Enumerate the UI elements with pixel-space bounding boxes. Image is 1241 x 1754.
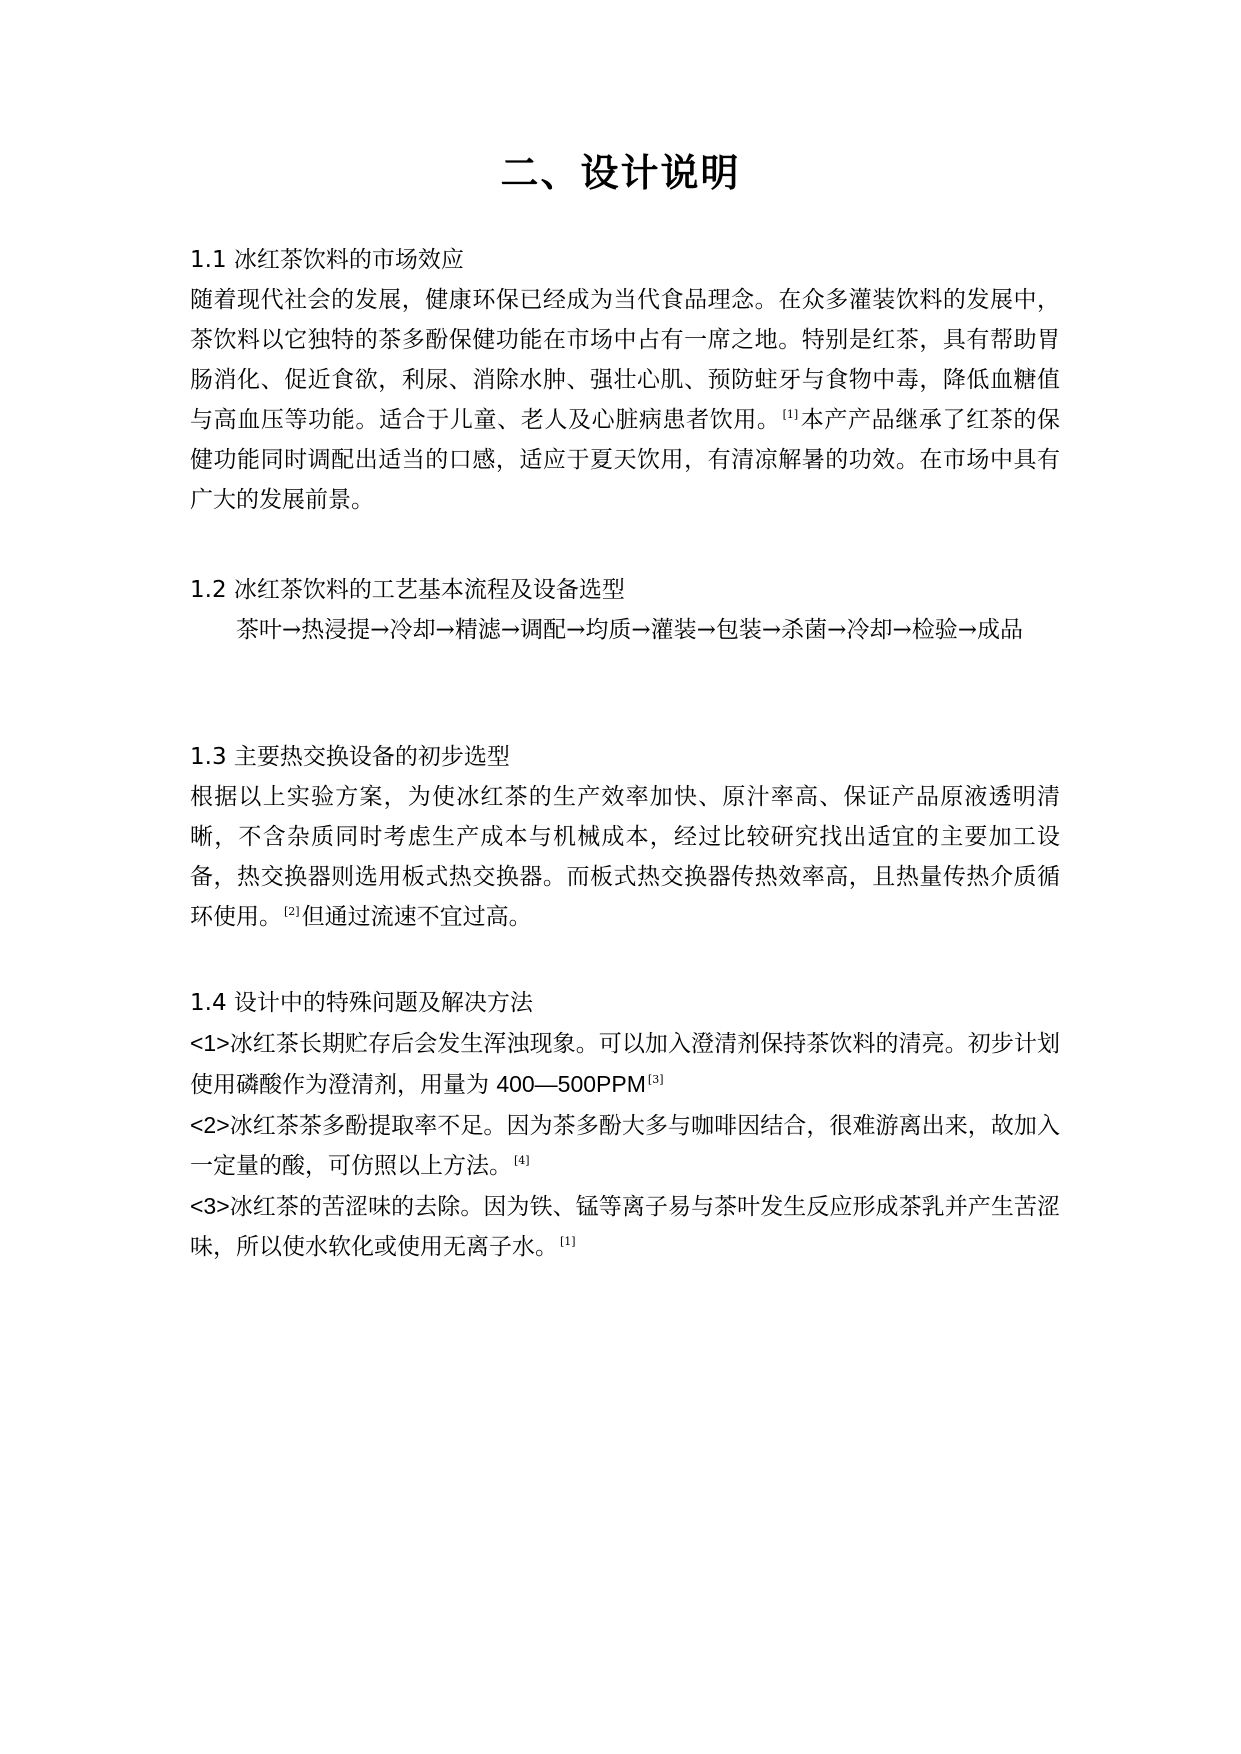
- item-text: 冰红茶的苦涩味的去除。因为铁、锰等离子易与茶叶发生反应形成茶乳并产生苦涩味，所以使水软化或使用无离子水。: [190, 1194, 1060, 1260]
- section-heading: 1.1 冰红茶饮料的市场效应: [190, 247, 464, 273]
- section-heading: 1.3 主要热交换设备的初步选型: [190, 744, 510, 770]
- list-item: [190, 1105, 1060, 1186]
- paragraph-text: 根据以上实验方案，为使冰红茶的生产效率加快、原汁率高、保证产品原液透明清晰，不含杂质同时考虑生产成本与机械成本，经过比较研究找出适宜的主要加工设备，热交换器则选用板式热交换器。而板式热交换器传热效率高，且热量传热介质循环使用。: [190, 784, 1060, 930]
- process-flow: 茶叶→热浸提→冷却→精滤→调配→均质→灌装→包装→杀菌→冷却→检验→成品: [236, 617, 1023, 643]
- citation-ref: [4]: [514, 1154, 530, 1168]
- paragraph-text: 本产产品继承了红茶的保健功能同时调配出适当的口感，适应于夏天饮用，有清凉解暑的功效。在市场中具有广大的发展前景。: [190, 407, 1061, 513]
- item-marker: <1>: [190, 1030, 230, 1056]
- section-heading: 1.4 设计中的特殊问题及解决方法: [190, 990, 533, 1016]
- item-text: 冰红茶长期贮存后会发生浑浊现象。可以加入澄清剂保持茶饮料的清亮。初步计划使用磷酸作为澄清剂，用量为: [190, 1031, 1060, 1098]
- list-item: [190, 1023, 1060, 1105]
- paragraph-text: 随着现代社会的发展，健康环保已经成为当代食品理念。在众多灌装饮料的发展中，茶饮料以它独特的茶多酚保健功能在市场中占有一席之地。特别是红茶，具有帮助胃肠消化、促近食欲，利尿、消除水肿、强壮心肌、预防蛀牙与食物中毒，降低血糖值与高血压等功能。适合于儿童、老人及心脏病患者饮用。: [190, 287, 1060, 433]
- citation-ref: [1]: [782, 408, 799, 422]
- section-1-3: [190, 737, 1060, 937]
- section-1-4: [190, 983, 1060, 1267]
- citation-ref: [2]: [284, 905, 300, 919]
- citation-ref: [3]: [647, 1073, 664, 1087]
- item-text: 冰红茶茶多酚提取率不足。因为茶多酚大多与咖啡因结合，很难游离出来，故加入一定量的酸，可仿照以上方法。: [190, 1113, 1060, 1179]
- section-paragraph: [190, 280, 1060, 520]
- section-1-2: [190, 570, 1060, 650]
- section-paragraph: [190, 777, 1060, 937]
- list-item: [190, 1186, 1060, 1267]
- paragraph-text: 但通过流速不宜过高。: [301, 904, 532, 930]
- item-marker: <3>: [190, 1193, 230, 1219]
- item-marker: <2>: [190, 1112, 230, 1138]
- page-title: 二、设计说明: [500, 151, 741, 195]
- section-1-1: [190, 240, 1060, 520]
- dosage-value: 400—500PPM: [496, 1071, 646, 1097]
- section-heading: 1.2 冰红茶饮料的工艺基本流程及设备选型: [190, 577, 625, 603]
- citation-ref: [1]: [560, 1235, 576, 1249]
